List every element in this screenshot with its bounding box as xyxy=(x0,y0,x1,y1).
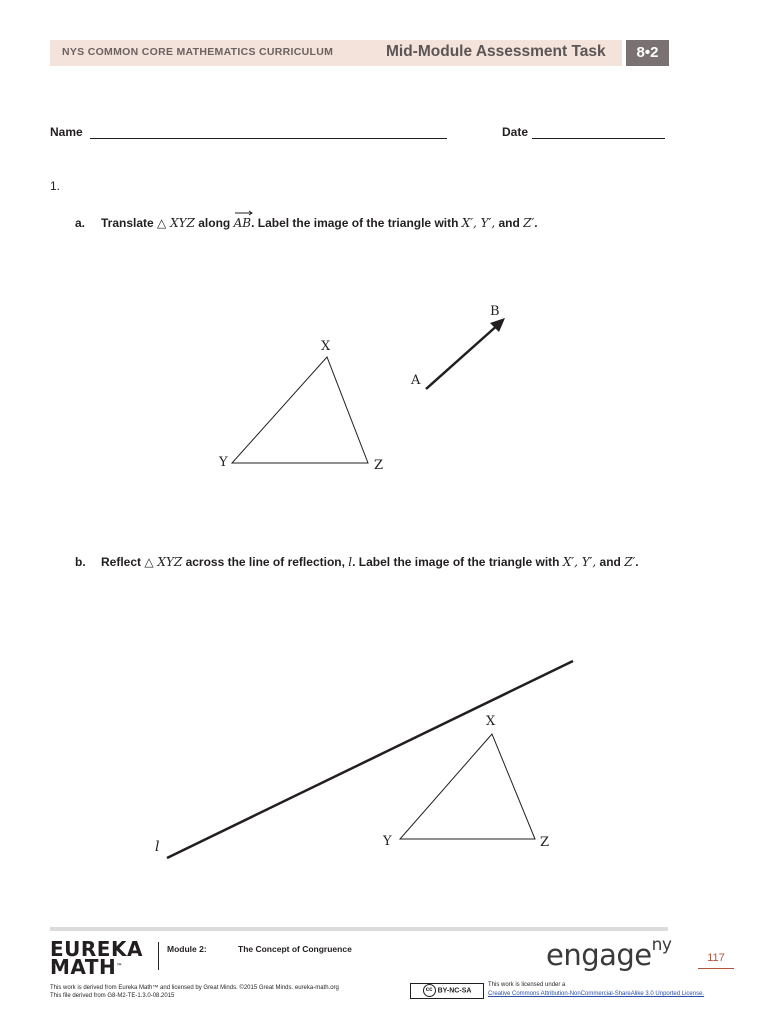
logo-line-2: MATH xyxy=(50,955,117,979)
part-a-triangle-symbol: △ XYZ xyxy=(157,216,195,230)
fig-a-label-z: Z xyxy=(374,458,384,473)
license-link[interactable]: Creative Commons Attribution-NonCommercial-ShareAlike 3.0 Unported License. xyxy=(488,991,705,997)
part-b-prime-z: Z′ xyxy=(624,555,636,569)
grade-module-badge: 8•2 xyxy=(626,40,669,66)
fig-b-label-y: Y xyxy=(383,834,392,849)
part-a-letter: a. xyxy=(75,216,86,230)
reflection-line-l xyxy=(167,661,573,858)
curriculum-label: NYS COMMON CORE MATHEMATICS CURRICULUM xyxy=(62,46,334,58)
engageny-logo xyxy=(546,935,672,972)
part-a-text-3: . Label the image of the triangle with xyxy=(251,216,459,230)
page-number: 117 xyxy=(707,952,725,964)
part-b-triangle-symbol: △ XYZ xyxy=(144,555,183,569)
fig-a-label-b: B xyxy=(490,304,500,319)
license-line-1: This work is licensed under a xyxy=(488,982,566,988)
part-b-letter: b. xyxy=(75,555,86,569)
part-b-text-3: . Label the image of the triangle with xyxy=(352,555,560,569)
credit-line-2: This file derived from G8-M2-TE-1.3.0-08.2015 xyxy=(50,993,175,999)
part-a-text-4: and xyxy=(498,216,520,230)
page-number-underline xyxy=(698,968,734,969)
fig-b-label-z: Z xyxy=(540,835,550,850)
part-b-primes: X′, Y′, xyxy=(562,555,597,569)
part-b-text-1: Reflect xyxy=(101,555,142,569)
vector-ab-label: AB xyxy=(233,216,252,230)
ny-text: ny xyxy=(651,935,672,956)
footer-topic: The Concept of Congruence xyxy=(238,944,352,954)
part-a-prime-z: Z′ xyxy=(523,216,535,230)
fig-b-label-x: X xyxy=(486,714,496,729)
footer-module: Module 2: xyxy=(167,944,207,954)
name-label: Name xyxy=(50,125,83,139)
part-a-text-1: Translate xyxy=(101,216,154,230)
cc-badge-text: BY-NC-SA xyxy=(437,987,472,995)
date-label: Date xyxy=(502,125,529,139)
part-a-text-2: along xyxy=(198,216,231,230)
logo-line-1: EUREKA xyxy=(50,937,143,961)
part-b-text-2: across the line of reflection, xyxy=(185,555,345,569)
footer-divider xyxy=(158,942,159,970)
credit-line-1: This work is derived from Eureka Math™ and licensed by Great Minds. ©2015 Great Minds. eureka-math.org xyxy=(50,985,339,991)
fig-a-label-y: Y xyxy=(219,455,228,470)
part-a-primes: X′, Y′, xyxy=(461,216,496,230)
fig-b-label-l: l xyxy=(155,839,160,855)
footer-rule xyxy=(50,927,668,931)
question-number: 1. xyxy=(50,179,61,193)
page-title: Mid-Module Assessment Task xyxy=(386,43,606,60)
fig-a-label-x: X xyxy=(321,339,331,354)
eureka-math-logo xyxy=(50,937,143,979)
part-b-text-5: . xyxy=(635,555,639,569)
cc-icon: cc xyxy=(423,984,436,997)
part-a-text-5: . xyxy=(534,216,538,230)
cc-license-badge xyxy=(410,983,484,999)
part-b-line-name: l xyxy=(348,555,353,569)
logo-tm: ™ xyxy=(116,963,123,970)
triangle-xyz-b xyxy=(400,734,535,839)
part-b-text-4: and xyxy=(599,555,621,569)
fig-a-label-a: A xyxy=(411,373,421,388)
engage-text: engage xyxy=(546,938,652,972)
